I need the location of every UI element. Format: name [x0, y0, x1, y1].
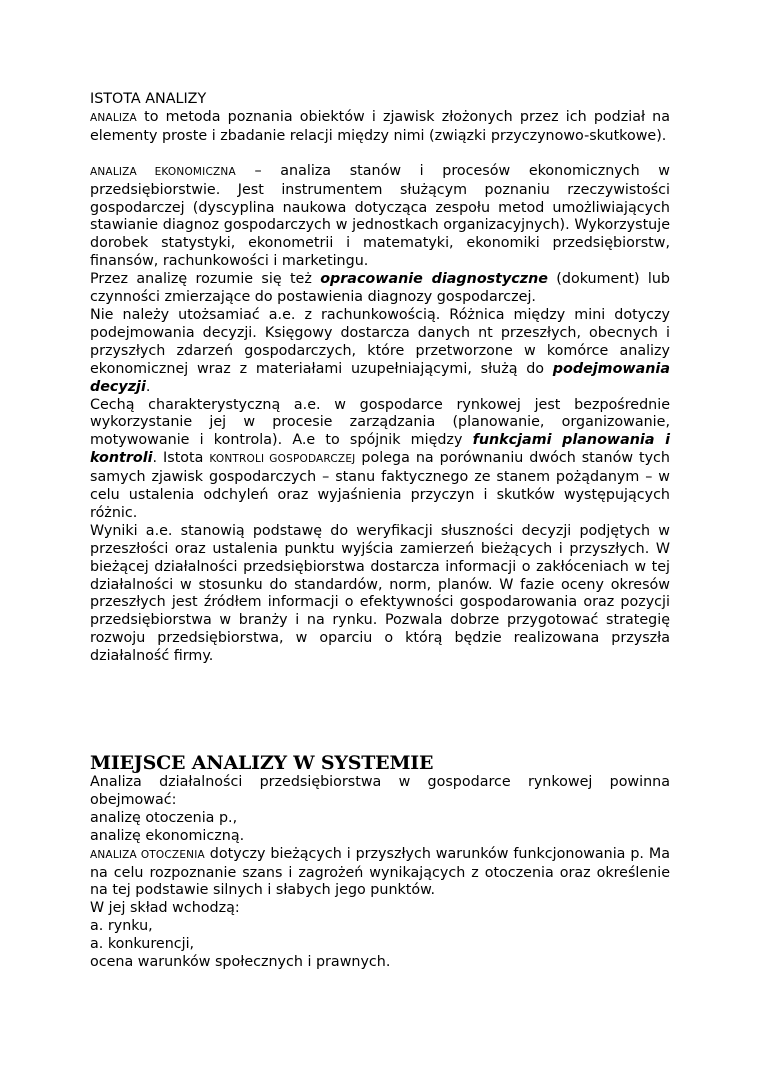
- ae-text: – analiza stanów i procesów ekonomicznych w przedsiębiorstwie. Jest instrumentem służącym poznaniu rzeczywistości gospodarczej (dyscyplina naukowa dotycząca zespołu metod umożliwiających stawianie diagnoz gospodarczych w jednostkach organizacyjnych). Wykorzystuje dorobek statystyki, ekonometrii i matematyki, ekonomiki przedsiębiorstw, finansów, rachunkowości i marketingu.: [90, 162, 670, 270]
- section-heading: MIEJSCE ANALIZY W SYSTEMIE: [90, 752, 434, 774]
- list-item: a. konkurencji,: [90, 936, 195, 953]
- small-caps-term: ANALIZA EKONOMICZNA: [90, 165, 236, 178]
- list-item: ocena warunków społecznych i prawnych.: [90, 954, 391, 971]
- management-paragraph: [90, 397, 670, 523]
- section-title: ISTOTA ANALIZY: [90, 91, 207, 107]
- environment-paragraph: [90, 846, 670, 901]
- small-caps-term: ANALIZA: [90, 111, 137, 124]
- definition-text: to metoda poznania obiektów i zjawisk złożonych przez ich podział na elementy proste i zbadanie relacji między nimi (związki przyczynowo-skutkowe).: [90, 108, 670, 144]
- text-run: (dokument) lub czynności zmierzające do postawienia diagnozy gospodarczej.: [90, 271, 671, 306]
- ae-paragraph: [90, 163, 670, 271]
- composition-label: W jej skład wchodzą:: [90, 900, 240, 917]
- text-run: Przez analizę rozumie się też: [90, 271, 321, 288]
- emphasis-text: funkcjami planowania i kontroli: [90, 432, 670, 467]
- list-item: analizę ekonomiczną.: [90, 827, 245, 844]
- results-paragraph: Wyniki a.e. stanowią podstawę do weryfikacji słuszności decyzji podjętych w przeszłości oraz ustalenia punktu wyjścia zamierzeń bieżących i przyszłych. W bieżącej działalności przedsiębiorstwa dostarcza informacji o zakłóceniach w tej działalności w stosunku do standardów, norm, planów. W fazie oceny okresów przeszłych jest źródłem informacji o efektywności gospodarowania oraz pozycji przedsiębiorstwa w branży i na rynku. Pozwala dobrze przygotować strategię rozwoju przedsiębiorstwa, w oparciu o którą będzie realizowana przyszła działalność firmy.: [90, 522, 670, 665]
- section-istota-analizy: [90, 91, 670, 666]
- environment-text: dotyczy bieżących i przyszłych warunków funkcjonowania p. Ma na celu rozpoznanie szans i zagrożeń wynikających z otoczenia oraz określenie na tej podstawie silnych i słabych jego punktów.: [90, 845, 670, 899]
- diagnostic-paragraph: [90, 271, 670, 307]
- emphasis-text: podejmowania decyzji: [90, 360, 670, 395]
- text-run: polega na porównaniu dwóch stanów tych samych zjawisk gospodarczych – stanu faktycznego ze stanem pożądanym – w celu ustalenia odchyleń oraz wyjaśnienia przyczyn i skutków występujących różnic.: [90, 450, 670, 521]
- accounting-paragraph: [90, 307, 670, 397]
- text-run: Cechą charakterystyczną a.e. w gospodarce rynkowej jest bezpośrednie wykorzystanie jej w procesie zarządzania (planowanie, organizowanie, motywowanie i kontrola). A.e to spójnik między: [90, 396, 670, 449]
- intro-paragraph: Analiza działalności przedsiębiorstwa w gospodarce rynkowej powinna obejmować:: [90, 774, 670, 808]
- definition-paragraph: [90, 109, 670, 146]
- small-caps-term: ANALIZA OTOCZENIA: [90, 848, 205, 861]
- list-item: analizę otoczenia p.,: [90, 809, 238, 826]
- text-run: .: [145, 378, 151, 395]
- list-item: a. rynku,: [90, 918, 153, 935]
- small-caps-term: KONTROLI GOSPODARCZEJ: [209, 453, 356, 466]
- text-run: Nie należy utożsamiać a.e. z rachunkowością. Różnica między mini dotyczy podejmowania decyzji. Księgowy dostarcza danych nt przeszłych, obecnych i przyszłych zdarzeń gospodarczych, które przetworzone w komórce analizy ekonomicznej wraz z materiałami uzupełniającymi, służą do: [90, 306, 670, 377]
- spacer: [90, 146, 670, 163]
- section-miejsce-analizy: [90, 774, 670, 972]
- emphasis-text: opracowanie diagnostyczne: [320, 271, 548, 288]
- text-run: . Istota: [152, 450, 210, 467]
